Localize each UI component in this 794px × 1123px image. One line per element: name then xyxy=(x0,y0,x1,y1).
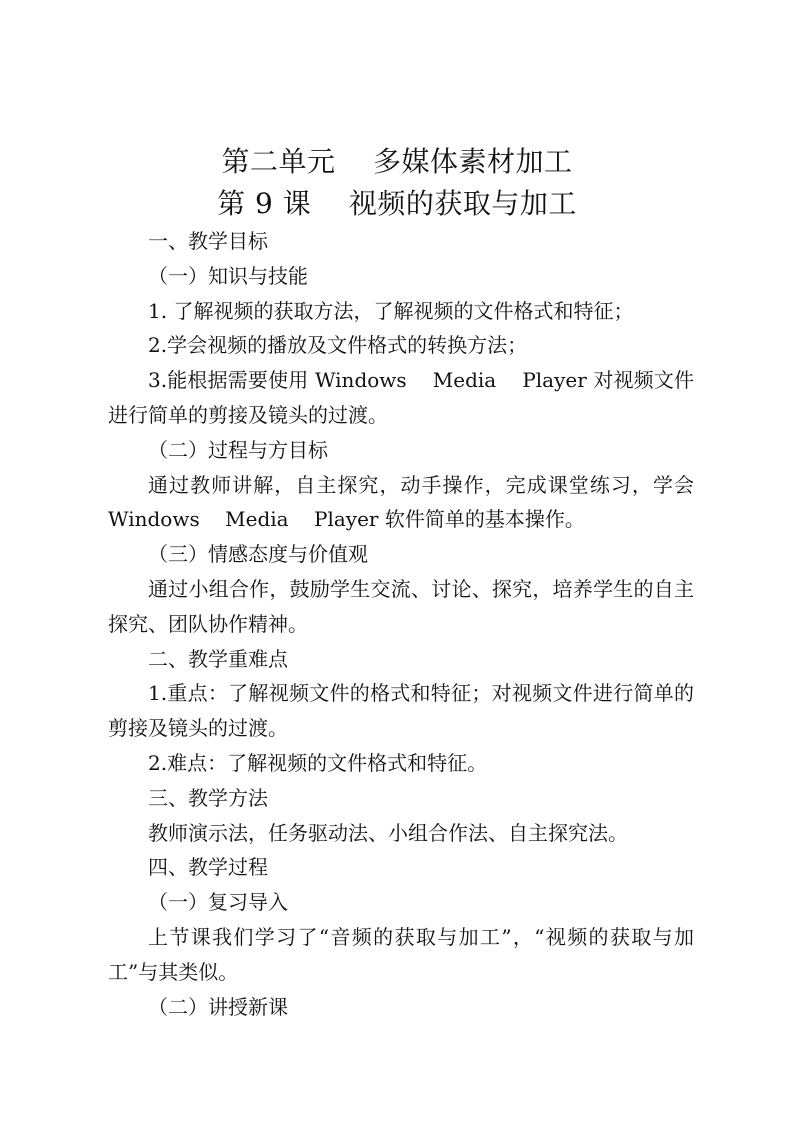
attitude-values-text: 通过小组合作，鼓励学生交流、讨论、探究，培养学生的自主探究、团队协作精神。 xyxy=(108,576,694,636)
process-methods-text: 通过教师讲解，自主探究，动手操作，完成课堂练习，学会 Windows Media Player 软件简单的基本操作。 xyxy=(108,472,701,532)
subheading-attitude-values: （三）情感态度与价值观 xyxy=(148,542,368,567)
difficult-point-text: 2.难点：了解视频的文件格式和特征。 xyxy=(148,750,488,775)
key-point-text: 1.重点：了解视频文件的格式和特征；对视频文件进行简单的剪接及镜头的过渡。 xyxy=(108,681,694,741)
section-heading-teaching-methods: 三、教学方法 xyxy=(148,785,268,810)
subheading-process-methods: （二）过程与方目标 xyxy=(148,437,328,462)
goal-item-3: 3.能根据需要使用 Windows Media Player 对视频文件进行简单的剪接及镜头的过渡。 xyxy=(108,368,694,427)
unit-title: 第二单元 多媒体素材加工 xyxy=(221,145,573,178)
subheading-knowledge-skills: （一）知识与技能 xyxy=(148,263,308,288)
goal-item-2: 2.学会视频的播放及文件格式的转换方法； xyxy=(148,333,528,358)
teaching-methods-text: 教师演示法，任务驱动法、小组合作法、自主探究法。 xyxy=(148,820,628,845)
document-body xyxy=(108,224,701,1024)
section-heading-key-difficult-points: 二、教学重难点 xyxy=(148,646,288,671)
goal-item-1: 1. 了解视频的获取方法，了解视频的文件格式和特征； xyxy=(148,298,634,323)
subheading-new-lesson: （二）讲授新课 xyxy=(148,994,288,1019)
subheading-review-intro: （一）复习导入 xyxy=(148,890,288,915)
review-intro-text: 上节课我们学习了“音频的获取与加工”，“视频的获取与加工”与其类似。 xyxy=(108,924,694,984)
section-heading-teaching-process: 四、教学过程 xyxy=(148,855,268,880)
lesson-title: 第 9 课 视频的获取与加工 xyxy=(217,187,577,220)
section-heading-teaching-goals: 一、教学目标 xyxy=(148,229,268,253)
